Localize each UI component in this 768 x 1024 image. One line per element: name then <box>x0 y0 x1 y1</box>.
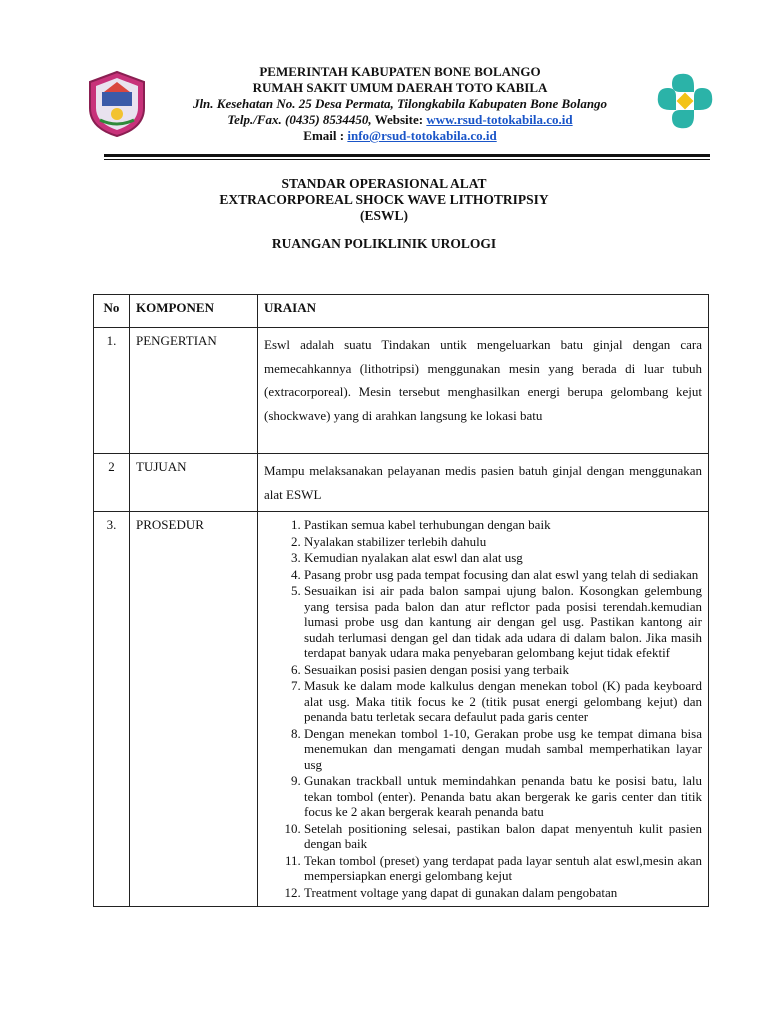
letterhead <box>0 60 768 150</box>
email-label: Email : <box>303 128 348 143</box>
procedure-step: 9. Gunakan trackball untuk memindahkan penanda batu ke posisi batu, lalu tekan tombol (enter). Penanda batu akan bergerak ke garis center dan titik focus ke 2 akan bergerak kearah penanda batu <box>304 773 702 820</box>
procedure-step: 4. Pasang probr usg pada tempat focusing dan alat eswl yang telah di sediakan <box>304 567 702 583</box>
procedure-step: 3. Kemudian nyalakan alat eswl dan alat usg <box>304 550 702 566</box>
row-uraian: Mampu melaksanakan pelayanan medis pasien batuh ginjal dengan menggunakan alat ESWL <box>258 454 709 512</box>
government-name: PEMERINTAH KABUPATEN BONE BOLANGO <box>259 64 541 79</box>
procedure-step: 6. Sesuaikan posisi pasien dengan posisi yang terbaik <box>304 662 702 678</box>
header-komponen: KOMPONEN <box>130 295 258 328</box>
table-header-row <box>94 295 709 328</box>
header-rule-thin <box>104 159 710 160</box>
address: Jln. Kesehatan No. 25 Desa Permata, Tilongkabila Kabupaten Bone Bolango <box>192 96 608 111</box>
regency-emblem-logo <box>82 68 152 138</box>
website-link[interactable]: www.rsud-totokabila.co.id <box>426 112 573 127</box>
website-label: Website: <box>371 112 427 127</box>
email-link[interactable]: info@rsud-totokabila.co.id <box>347 128 497 143</box>
row-no: 2 <box>94 454 130 512</box>
procedure-step: 10. Setelah positioning selesai, pastikan balon dapat menyentuh kulit pasien dengan baik <box>304 821 702 852</box>
ministry-health-logo <box>650 66 720 136</box>
row-komponen: TUJUAN <box>130 454 258 512</box>
header-uraian: URAIAN <box>258 295 709 328</box>
procedure-step: 1. Pastikan semua kabel terhubungan dengan baik <box>304 517 702 533</box>
room-title: RUANGAN POLIKLINIK UROLOGI <box>271 236 497 251</box>
hospital-name: RUMAH SAKIT UMUM DAERAH TOTO KABILA <box>252 80 548 95</box>
sop-table <box>93 294 709 907</box>
doc-title-line2: EXTRACORPOREAL SHOCK WAVE LITHOTRIPSIY <box>219 192 549 207</box>
table-row <box>94 512 709 907</box>
table-row <box>94 328 709 454</box>
row-uraian: Eswl adalah suatu Tindakan untik mengeluarkan batu ginjal dengan cara memecahkannya (lithotripsi) menggunakan mesin yang berada di luar tubuh (extracorporeal). Mesin tersebut menghasilkan energi berupa gelombang kejut (shockwave) yang di arahkan langsung ke lokasi batu <box>258 328 709 454</box>
letterhead-text <box>160 64 640 144</box>
procedure-step: 7. Masuk ke dalam mode kalkulus dengan menekan tobol (K) pada keyboard alat usg. Maka titik focus ke 2 (titik pusat energi gelombang kejut) dan penanda batu terletak secara defaulut pada garis center <box>304 678 702 725</box>
row-no: 1. <box>94 328 130 454</box>
header-no: No <box>94 295 130 328</box>
header-rule-thick <box>104 154 710 157</box>
procedure-step: 5. Sesuaikan isi air pada balon sampai ujung balon. Kosongkan gelembung yang tersisa pada balon dan atur reflctor pada posisi terendah.kemudian lumasi probe usg dan kantung air dengan gel usg. Pastikan kantong air sudah terlumasi dengan gel dan tidak ada udara di dalam balon. Jika masih terdapat banyak udara maka penyebaran gelombang kejut tidak efektif <box>304 583 702 661</box>
procedure-step: 8. Dengan menekan tombol 1-10, Gerakan probe usg ke tempat dimana bisa menemukan dan mengamati dengan mudah sambal memperhatikan layar usg <box>304 726 702 773</box>
table-row <box>94 454 709 512</box>
phone-fax: Telp./Fax. (0435) 8534450, <box>227 112 372 127</box>
row-procedure <box>258 512 709 907</box>
procedure-step: 12. Treatment voltage yang dapat di gunakan dalam pengobatan <box>304 885 702 901</box>
doc-title-line1: STANDAR OPERASIONAL ALAT <box>281 176 487 191</box>
row-komponen: PENGERTIAN <box>130 328 258 454</box>
procedure-step: 2. Nyalakan stabilizer terlebih dahulu <box>304 534 702 550</box>
procedure-steps-list <box>264 517 702 900</box>
procedure-step: 11. Tekan tombol (preset) yang terdapat pada layar sentuh alat eswl,mesin akan mempersiapkan energi gelombang kejut <box>304 853 702 884</box>
row-komponen: PROSEDUR <box>130 512 258 907</box>
doc-title-line3: (ESWL) <box>359 208 408 223</box>
row-no: 3. <box>94 512 130 907</box>
